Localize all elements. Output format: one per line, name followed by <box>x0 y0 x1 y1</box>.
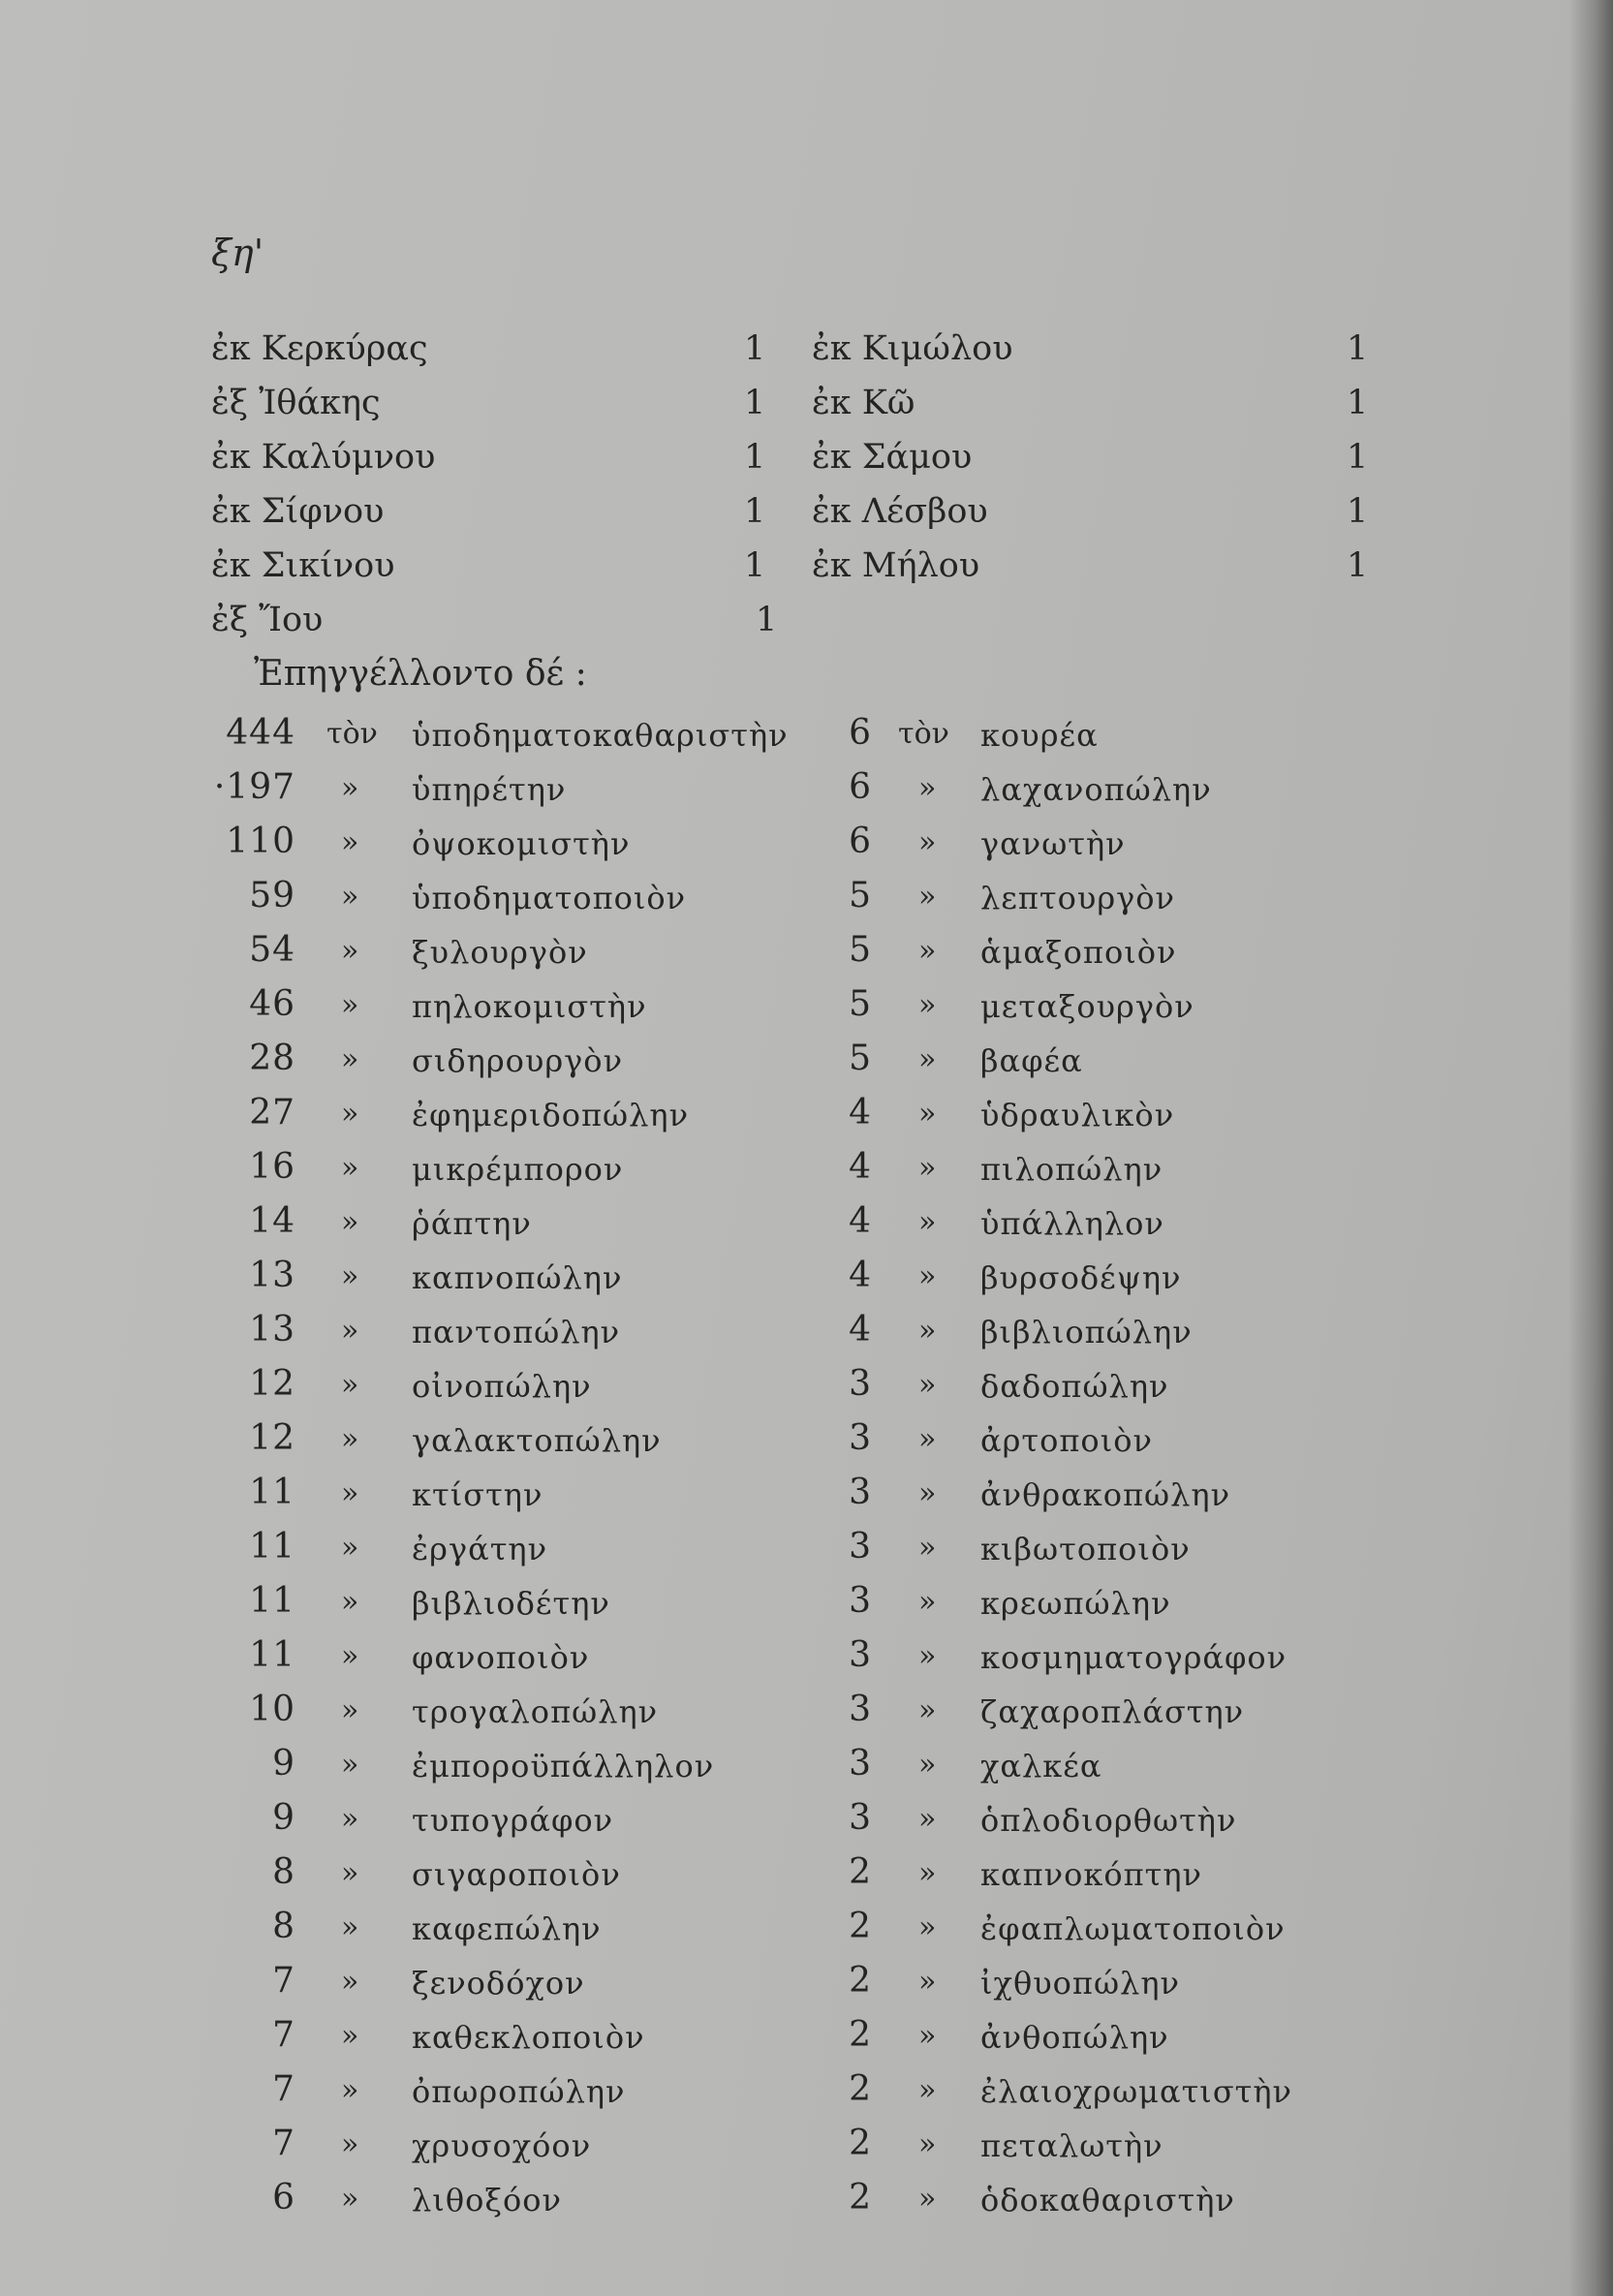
occupation-name: βιβλιοδέτην <box>412 1585 610 1622</box>
origin-place: ἐκ Σικίνου <box>211 546 395 585</box>
origin-count: 1 <box>1347 492 1369 531</box>
origin-place: ἐξ Ἰθάκης <box>211 384 381 422</box>
occupation-count: 28 <box>249 1039 295 1078</box>
occupation-count: 11 <box>249 1527 295 1567</box>
occupation-name: ὁδοκαθαριστὴν <box>980 2182 1235 2218</box>
occupation-name: βυρσοδέψην <box>980 1259 1182 1296</box>
occupation-count: 8 <box>272 1907 295 1946</box>
occupation-count: 9 <box>272 1744 295 1784</box>
occupation-count: 6 <box>272 2178 295 2218</box>
occupation-count: 444 <box>226 713 295 753</box>
occupation-name: σιγαροποιὸν <box>412 1856 621 1893</box>
ditto-mark: » <box>918 1476 937 1510</box>
ditto-mark: » <box>341 1368 359 1402</box>
ditto-mark: » <box>341 2073 359 2107</box>
ditto-mark: » <box>918 2127 937 2161</box>
ditto-mark: » <box>918 1097 937 1131</box>
ditto-mark: τὸν <box>326 717 378 751</box>
ditto-mark: » <box>918 1531 937 1565</box>
ditto-mark: » <box>341 1097 359 1131</box>
origin-count: 1 <box>1347 329 1369 368</box>
occupation-name: ῥάπτην <box>412 1205 532 1242</box>
occupation-name: βαφέα <box>980 1042 1083 1079</box>
ditto-mark: » <box>341 1910 359 1944</box>
ditto-mark: » <box>918 2182 937 2216</box>
occupation-count: 2 <box>849 2069 872 2109</box>
occupation-name: ὑπηρέτην <box>412 771 567 808</box>
ditto-mark: » <box>918 1910 937 1944</box>
occupation-name: κοσμηματογράφον <box>980 1639 1287 1676</box>
ditto-mark: » <box>918 1259 937 1293</box>
occupation-name: ὁπλοδιορθωτὴν <box>980 1802 1237 1839</box>
occupation-name: πηλοκομιστὴν <box>412 988 647 1025</box>
occupation-name: οἰνοπώλην <box>412 1368 592 1405</box>
ditto-mark: τὸν <box>898 717 949 751</box>
ditto-mark: » <box>918 1802 937 1836</box>
occupation-name: ἐφαπλωματοποιὸν <box>980 1910 1286 1947</box>
occupation-name: πεταλωτὴν <box>980 2127 1163 2164</box>
occupation-count: 4 <box>849 1256 872 1295</box>
origin-place: ἐξ Ἴου <box>211 601 324 639</box>
occupation-name: κρεωπώλην <box>980 1585 1171 1622</box>
origin-count: 1 <box>1347 384 1369 422</box>
ditto-mark: » <box>918 1151 937 1185</box>
occupation-name: μεταξουργὸν <box>980 988 1194 1025</box>
occupation-name: παντοπώλην <box>412 1314 621 1350</box>
ditto-mark: » <box>918 2019 937 2053</box>
origin-place: ἐκ Σάμου <box>812 438 973 477</box>
ditto-mark: » <box>918 1693 937 1727</box>
ditto-mark: » <box>341 2182 359 2216</box>
occupation-name: ξενοδόχον <box>412 1965 585 2001</box>
page-edge-shadow <box>1568 0 1613 2296</box>
occupation-count: 3 <box>849 1798 872 1838</box>
ditto-mark: » <box>918 1965 937 1999</box>
ditto-mark: » <box>918 2073 937 2107</box>
occupation-count: 4 <box>849 1147 872 1187</box>
ditto-mark: » <box>341 1042 359 1076</box>
occupation-name: καθεκλοποιὸν <box>412 2019 645 2056</box>
occupation-count: 6 <box>849 767 872 807</box>
occupation-count: 110 <box>226 822 295 861</box>
ditto-mark: » <box>918 880 937 914</box>
occupation-count: 14 <box>249 1201 295 1241</box>
occupation-name: λεπτουργὸν <box>980 880 1175 916</box>
occupation-count: 3 <box>849 1473 872 1512</box>
occupation-name: ἐργάτην <box>412 1531 548 1567</box>
occupation-count: 4 <box>849 1201 872 1241</box>
occupation-count: 54 <box>249 930 295 970</box>
occupations-heading: Ἐπηγγέλλοντο δέ : <box>254 654 587 694</box>
occupation-count: 59 <box>249 876 295 915</box>
origin-place: ἐκ Λέσβου <box>812 492 988 531</box>
occupation-name: ἐλαιοχρωματιστὴν <box>980 2073 1292 2110</box>
origin-place: ἐκ Κερκύρας <box>211 329 428 368</box>
occupation-count: 27 <box>249 1093 295 1132</box>
occupation-name: ἰχθυοπώλην <box>980 1965 1180 2001</box>
occupation-count: 3 <box>849 1744 872 1784</box>
occupation-name: ἀρτοποιὸν <box>980 1422 1153 1459</box>
ditto-mark: » <box>341 1205 359 1239</box>
origin-count: 1 <box>1347 438 1369 477</box>
occupation-name: βιβλιοπώλην <box>980 1314 1193 1350</box>
ditto-mark: » <box>341 1422 359 1456</box>
occupation-name: ζαχαροπλάστην <box>980 1693 1245 1730</box>
occupation-name: πιλοπώλην <box>980 1151 1163 1188</box>
ditto-mark: » <box>341 1693 359 1727</box>
occupation-count: 4 <box>849 1093 872 1132</box>
ditto-mark: » <box>918 1368 937 1402</box>
occupation-count: 3 <box>849 1690 872 1729</box>
occupation-count: 46 <box>249 984 295 1024</box>
occupation-count: 9 <box>272 1798 295 1838</box>
occupation-name: γαλακτοπώλην <box>412 1422 662 1459</box>
occupation-name: ὑποδηματοκαθαριστὴν <box>412 717 789 754</box>
occupation-count: 3 <box>849 1581 872 1621</box>
ditto-mark: » <box>341 880 359 914</box>
occupation-name: λαχανοπώλην <box>980 771 1212 808</box>
occupation-name: κουρέα <box>980 717 1099 754</box>
origin-place: ἐκ Σίφνου <box>211 492 385 531</box>
ditto-mark: » <box>918 1205 937 1239</box>
origin-place: ἐκ Κιμώλου <box>812 329 1013 368</box>
occupation-name: ἐμποροϋπάλληλον <box>412 1748 715 1784</box>
occupation-name: σιδηρουργὸν <box>412 1042 624 1079</box>
occupation-count: ·197 <box>213 767 295 807</box>
ditto-mark: » <box>918 988 937 1022</box>
ditto-mark: » <box>341 771 359 805</box>
ditto-mark: » <box>341 1802 359 1836</box>
origin-count: 1 <box>744 438 766 477</box>
occupation-count: 5 <box>849 930 872 970</box>
ditto-mark: » <box>341 825 359 859</box>
occupation-name: ἁμαξοποιὸν <box>980 934 1177 971</box>
occupation-name: κιβωτοποιὸν <box>980 1531 1191 1567</box>
occupation-count: 11 <box>249 1581 295 1621</box>
occupation-count: 12 <box>249 1418 295 1458</box>
ditto-mark: » <box>918 1856 937 1890</box>
ditto-mark: » <box>918 1585 937 1619</box>
occupation-name: δαδοπώλην <box>980 1368 1169 1405</box>
ditto-mark: » <box>341 2127 359 2161</box>
origin-place: ἐκ Καλύμνου <box>211 438 436 477</box>
occupation-count: 6 <box>849 822 872 861</box>
ditto-mark: » <box>341 1151 359 1185</box>
origin-count: 1 <box>744 329 766 368</box>
occupation-count: 3 <box>849 1364 872 1404</box>
occupation-count: 2 <box>849 1961 872 2001</box>
occupation-count: 7 <box>272 2124 295 2163</box>
ditto-mark: » <box>341 2019 359 2053</box>
origin-count: 1 <box>744 546 766 585</box>
occupation-name: ἀνθρακοπώλην <box>980 1476 1231 1513</box>
occupation-name: μικρέμπορον <box>412 1151 624 1188</box>
ditto-mark: » <box>341 1856 359 1890</box>
occupation-name: καφεπώλην <box>412 1910 602 1947</box>
occupation-count: 7 <box>272 2015 295 2055</box>
occupation-name: χαλκέα <box>980 1748 1102 1784</box>
occupation-count: 3 <box>849 1418 872 1458</box>
occupation-name: λιθοξόον <box>412 2182 562 2218</box>
occupation-count: 7 <box>272 1961 295 2001</box>
occupation-name: ὑπάλληλον <box>980 1205 1164 1242</box>
occupation-name: τυπογράφον <box>412 1802 614 1839</box>
occupation-count: 2 <box>849 1852 872 1892</box>
occupation-count: 2 <box>849 2015 872 2055</box>
occupation-count: 13 <box>249 1256 295 1295</box>
occupation-count: 3 <box>849 1635 872 1675</box>
occupation-count: 6 <box>849 713 872 753</box>
ditto-mark: » <box>341 1748 359 1782</box>
occupation-name: κτίστην <box>412 1476 543 1513</box>
occupation-count: 8 <box>272 1852 295 1892</box>
ditto-mark: » <box>341 934 359 968</box>
occupation-count: 2 <box>849 1907 872 1946</box>
occupation-name: φανοποιὸν <box>412 1639 590 1676</box>
occupation-count: 5 <box>849 876 872 915</box>
page-number: ξη' <box>211 232 264 274</box>
occupation-name: γανωτὴν <box>980 825 1126 862</box>
occupation-name: καπνοπώλην <box>412 1259 623 1296</box>
ditto-mark: » <box>341 1639 359 1673</box>
occupation-name: χρυσοχόον <box>412 2127 592 2164</box>
occupation-count: 16 <box>249 1147 295 1187</box>
occupation-count: 11 <box>249 1473 295 1512</box>
ditto-mark: » <box>918 1314 937 1348</box>
ditto-mark: » <box>918 934 937 968</box>
ditto-mark: » <box>341 1531 359 1565</box>
ditto-mark: » <box>341 1585 359 1619</box>
occupation-name: ξυλουργὸν <box>412 934 588 971</box>
occupation-count: 5 <box>849 1039 872 1078</box>
origin-place: ἐκ Μήλου <box>812 546 980 585</box>
occupation-name: ὑδραυλικὸν <box>980 1097 1175 1133</box>
occupation-count: 5 <box>849 984 872 1024</box>
occupation-name: τρογαλοπώλην <box>412 1693 659 1730</box>
occupation-name: ἀνθοπώλην <box>980 2019 1169 2056</box>
origin-count: 1 <box>756 601 778 639</box>
origin-place: ἐκ Κῶ <box>812 384 915 422</box>
occupation-count: 2 <box>849 2124 872 2163</box>
ditto-mark: » <box>918 1748 937 1782</box>
occupation-count: 12 <box>249 1364 295 1404</box>
occupation-count: 13 <box>249 1310 295 1350</box>
ditto-mark: » <box>341 988 359 1022</box>
ditto-mark: » <box>918 1042 937 1076</box>
occupation-count: 4 <box>849 1310 872 1350</box>
occupation-name: ὑποδηματοποιὸν <box>412 880 687 916</box>
occupation-count: 11 <box>249 1635 295 1675</box>
occupation-count: 7 <box>272 2069 295 2109</box>
origin-count: 1 <box>744 492 766 531</box>
occupation-name: καπνοκόπτην <box>980 1856 1202 1893</box>
ditto-mark: » <box>341 1965 359 1999</box>
ditto-mark: » <box>341 1259 359 1293</box>
occupation-name: ὀψοκομιστὴν <box>412 825 631 862</box>
ditto-mark: » <box>341 1314 359 1348</box>
occupation-count: 2 <box>849 2178 872 2218</box>
origin-count: 1 <box>1347 546 1369 585</box>
ditto-mark: » <box>918 1639 937 1673</box>
occupation-name: ὀπωροπώλην <box>412 2073 626 2110</box>
ditto-mark: » <box>918 825 937 859</box>
origin-count: 1 <box>744 384 766 422</box>
occupation-name: ἐφημεριδοπώλην <box>412 1097 690 1133</box>
occupation-count: 10 <box>249 1690 295 1729</box>
ditto-mark: » <box>341 1476 359 1510</box>
ditto-mark: » <box>918 1422 937 1456</box>
ditto-mark: » <box>918 771 937 805</box>
occupation-count: 3 <box>849 1527 872 1567</box>
